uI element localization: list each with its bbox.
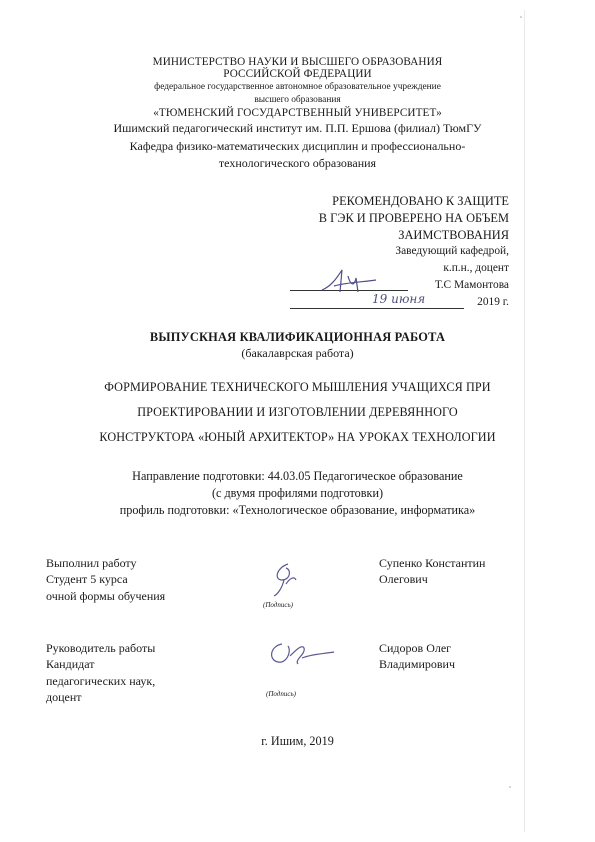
supervisor-role (46, 640, 155, 706)
supervisor-name-line-2: Владимирович (379, 657, 455, 672)
student-name-line-2: Олегович (379, 572, 428, 587)
approval-year: 2019 г. (477, 296, 509, 308)
topic-line-1: ФОРМИРОВАНИЕ ТЕХНИЧЕСКОГО МЫШЛЕНИЯ УЧАЩИХСЯ ПРИ (104, 380, 491, 394)
student-role-line-3: очной формы обучения (46, 588, 166, 603)
scan-speck (520, 16, 522, 18)
direction-line-3: профиль подготовки: «Технологическое образование, информатика» (119, 503, 476, 517)
org-type-line-2: высшего образования (254, 95, 341, 105)
ministry-line-2: РОССИЙСКОЙ ФЕДЕРАЦИИ (223, 68, 372, 80)
student-name-line-1: Супенко Константин (379, 556, 486, 570)
approval-line-1: РЕКОМЕНДОВАНО К ЗАЩИТЕ (332, 194, 509, 208)
org-type-line-1: федеральное государственное автономное образовательное учреждение (154, 82, 441, 92)
direction-line-2: (с двумя профилями подготовки) (211, 486, 384, 500)
approval-role: Заведующий кафедрой, (395, 245, 509, 257)
university-name: «ТЮМЕНСКИЙ ГОСУДАРСТВЕННЫЙ УНИВЕРСИТЕТ» (153, 107, 442, 119)
scan-speck (509, 786, 511, 788)
topic-line-2: ПРОЕКТИРОВАНИИ И ИЗГОТОВЛЕНИИ ДЕРЕВЯННОГО (137, 405, 458, 419)
topic-line-3: КОНСТРУКТОРА «ЮНЫЙ АРХИТЕКТОР» НА УРОКАХ ТЕХНОЛОГИИ (99, 430, 496, 444)
student-signature (266, 558, 306, 598)
student-name (379, 555, 485, 588)
work-title: ВЫПУСКНАЯ КВАЛИФИКАЦИОННАЯ РАБОТА (149, 330, 446, 344)
direction-line-1: Направление подготовки: 44.03.05 Педагогическое образование (132, 469, 463, 483)
work-subtitle: (бакалаврская работа) (241, 346, 354, 360)
approval-degree: к.п.н., доцент (443, 262, 509, 274)
ministry-line-1: МИНИСТЕРСТВО НАУКИ И ВЫСШЕГО ОБРАЗОВАНИЯ (152, 56, 443, 68)
institute-name: Ишимский педагогический институт им. П.П. Ершова (филиал) ТюмГУ (113, 121, 482, 135)
supervisor-role-line-2: Кандидат (46, 657, 95, 672)
head-signature (318, 266, 380, 298)
approval-line-2: В ГЭК И ПРОВЕРЕНО НА ОБЪЕМ (318, 211, 509, 225)
department-line-1: Кафедра физико-математических дисциплин и профессионально- (129, 139, 466, 153)
supervisor-role-line-1: Руководитель работы (46, 641, 156, 655)
date-line (290, 308, 464, 309)
supervisor-signature-caption: (Подпись) (266, 690, 296, 698)
city-year: г. Ишим, 2019 (261, 734, 334, 748)
head-name: Т.С Мамонтова (434, 279, 509, 291)
student-signature-caption: (Подпись) (263, 601, 293, 609)
approval-line-3: ЗАИМСТВОВАНИЯ (398, 228, 509, 242)
handwritten-date: 19 июня (372, 292, 426, 306)
student-role-line-2: Студент 5 курса (46, 572, 128, 587)
department-line-2: технологического образования (218, 156, 377, 170)
student-role (46, 555, 165, 604)
supervisor-signature (264, 636, 338, 672)
supervisor-role-line-3: педагогических наук, (46, 673, 156, 688)
supervisor-role-line-4: доцент (46, 690, 82, 705)
supervisor-name-line-1: Сидоров Олег (379, 641, 452, 655)
student-role-line-1: Выполнил работу (46, 556, 137, 570)
supervisor-name (379, 640, 455, 673)
